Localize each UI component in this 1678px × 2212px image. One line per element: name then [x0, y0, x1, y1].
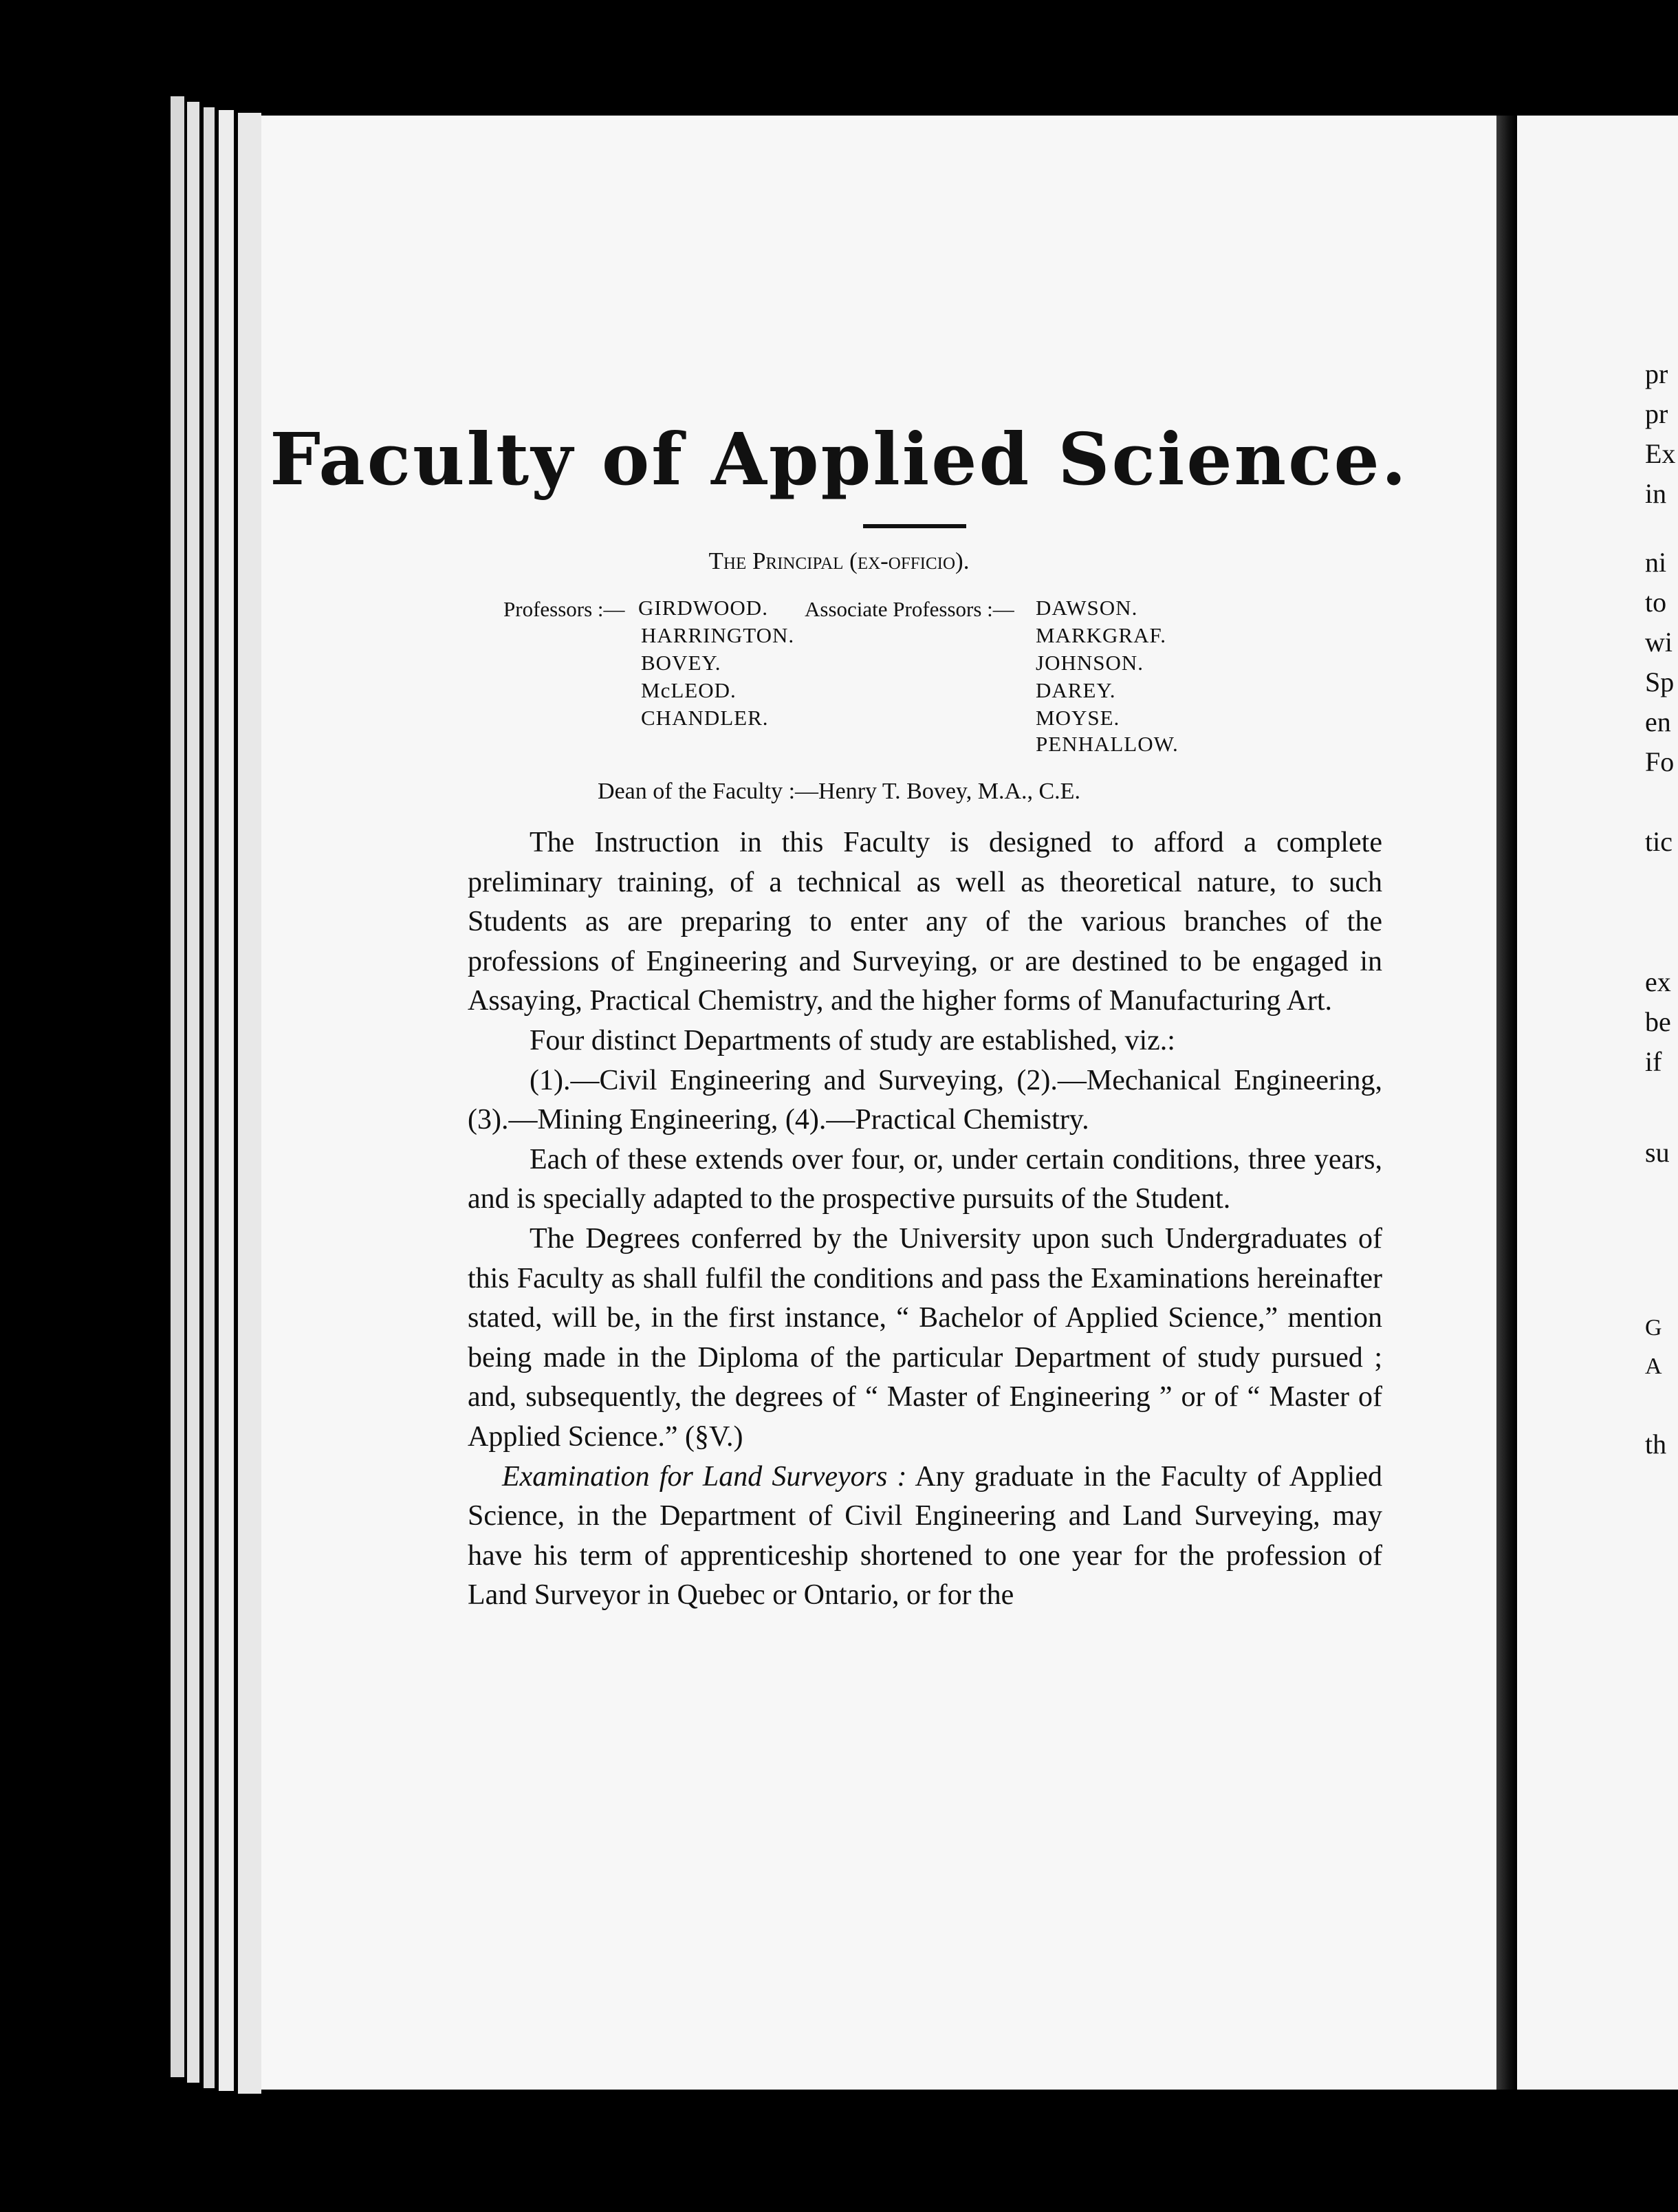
paragraph: The Instruction in this Faculty is designed to afford a complete preliminary training, of a technical as well as theoretical nature, to such Students as are preparing to enter any of the various branches of the professions of Engineering and Surveying, or are destined to be engaged in Assaying, Practical Chemistry, and the higher forms of Manufacturing Art.	[468, 827, 1382, 1017]
right-page-fragment: tic	[1645, 826, 1672, 857]
paragraph-heading: Examination for Land Surveyors :	[502, 1460, 907, 1493]
body-text	[468, 823, 1382, 1616]
professor-name: BOVEY.	[641, 651, 721, 675]
professors-label: Professors :—	[503, 597, 625, 621]
right-page-fragment: to	[1645, 587, 1667, 618]
right-page-fragment: Sp	[1645, 666, 1675, 697]
right-page-fragment: Ex	[1645, 438, 1676, 469]
associate-professor-name: DAREY.	[1036, 678, 1116, 702]
professor-name: CHANDLER.	[641, 706, 769, 730]
page-title: Faculty of Applied Science.	[270, 417, 1408, 501]
associate-professor-name: JOHNSON.	[1036, 651, 1144, 675]
title-rule	[863, 524, 966, 528]
principal-line: The Principal (ex-officio).	[708, 547, 970, 574]
right-page-fragment: if	[1645, 1046, 1662, 1077]
right-page-fragment: be	[1645, 1006, 1671, 1037]
right-page-fragment: Fo	[1645, 746, 1675, 777]
paragraph-text: Any graduate in the Faculty of Applied Science, in the Department of Civil Engineering and Land Surveying, may have his term of apprenticeship shortened to one year for the profession of Land Surveyor in Quebec or Ontario, or for the	[468, 1460, 1382, 1612]
right-page-fragment: ex	[1645, 966, 1671, 997]
right-page-fragment: pr	[1645, 358, 1668, 389]
paragraph: The Degrees conferred by the University upon such Undergraduates of this Faculty as shall fulfil the conditions and pass the Examinations hereinafter stated, will be, in the first instance, “ Bachelor of Applied Science,” mention being made in the Diploma of the particular Department of study pursued ; and, subsequently, the degrees of “ Master of Engineering ” or of “ Master of Applied Science.” (§V.)	[468, 1222, 1382, 1453]
right-page-fragment: A	[1645, 1354, 1662, 1379]
right-page-fragment: wi	[1645, 627, 1672, 658]
right-page	[1517, 116, 1678, 2090]
right-page-fragment: th	[1645, 1429, 1667, 1460]
book-page-edge	[187, 102, 199, 2083]
professor-name: GIRDWOOD.	[638, 596, 768, 620]
book-page-edge	[204, 107, 215, 2088]
associate-professor-name: MARKGRAF.	[1036, 623, 1166, 647]
paragraph	[468, 1457, 1382, 1616]
book-page-edge	[171, 96, 184, 2077]
associate-professors-label: Associate Professors :—	[805, 597, 1014, 621]
associate-professor-name: MOYSE.	[1036, 706, 1120, 730]
right-page-fragment: in	[1645, 478, 1667, 509]
right-page-fragment: en	[1645, 706, 1671, 737]
paragraph: Four distinct Departments of study are established, viz.:	[530, 1024, 1175, 1056]
right-page-fragment: ni	[1645, 547, 1667, 578]
right-page-fragment: pr	[1645, 398, 1668, 429]
professor-name: HARRINGTON.	[641, 623, 795, 647]
paragraph: Each of these extends over four, or, under certain conditions, three years, and is specially adapted to the prospective pursuits of the Student.	[468, 1143, 1382, 1215]
professor-name: McLEOD.	[641, 678, 737, 702]
book-page-edge	[238, 113, 261, 2094]
associate-professor-name: PENHALLOW.	[1036, 732, 1179, 756]
dean-line: Dean of the Faculty :—Henry T. Bovey, M.A., C.E.	[598, 779, 1080, 804]
book-gutter	[1496, 116, 1517, 2090]
right-page-fragment: su	[1645, 1137, 1670, 1168]
paragraph: (1).—Civil Engineering and Surveying, (2).—Mechanical Engineering, (3).—Mining Engineering, (4).—Practical Chemistry.	[468, 1064, 1382, 1136]
right-page-fragment: G	[1645, 1315, 1662, 1341]
book-page-edge	[219, 110, 234, 2091]
associate-professor-name: DAWSON.	[1036, 596, 1138, 620]
